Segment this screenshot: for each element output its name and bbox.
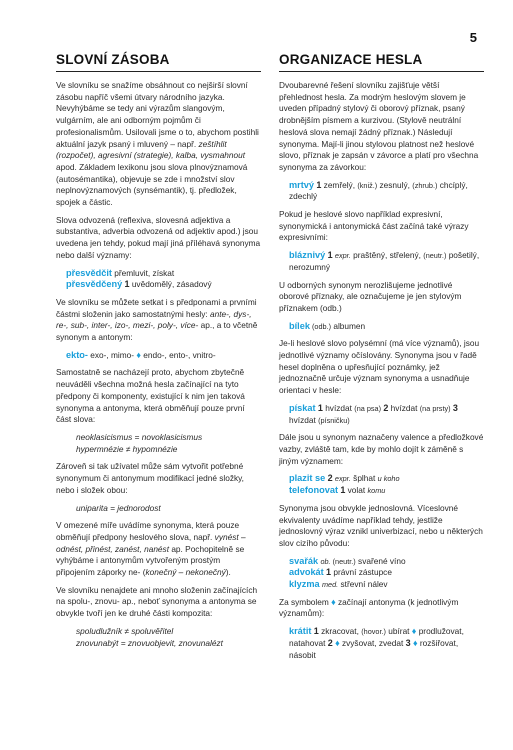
headword: přesvědčit [66,267,112,278]
headword: advokát [289,567,324,578]
paragraph: Slova odvozená (reflexiva, slovesná adjektiva a substantiva, adverbia odvozená od adjektiv apod.) jsou uvedena jen tehdy, pokud mají jiná příléhavá synonyma nebo další významy: [56,214,261,260]
example-line: přesvědčit přemluvit, získat [66,267,175,278]
headword: telefonovat [289,485,339,496]
diamond-icon: ♦ [412,637,418,648]
example-line: svařák ob. (neutr.) svařené víno [289,555,406,566]
formula-line: spoludlužník ≠ spoluvěřitel [76,625,174,636]
paragraph: Ve slovníku nenajdete ani mnoho složenin začínajících na spolu-, znovu- ap., neboť synonyma a antonyma se obvykle tvoří jen ke druhé části kompozita: [56,584,258,619]
paragraph: Pokud je heslové slovo například expresivní, synonymická i antonymická část začíná také výrazy expresivními: [279,209,469,243]
headword: přesvědčený [66,279,123,290]
paragraph: Dále jsou u synonym naznačeny valence a předložkové vazby, zvláště tam, kde by mohlo dojít k záměně s jiným významem: [279,432,484,466]
example-block [279,473,484,496]
diamond-icon: ♦ [411,626,417,637]
paragraph: Ve slovníku se můžete setkat i s předponami a prvními částmi složenin jako samostatnými hesly: ante-, dys-, re-, sub-, inter-, izo-, mezi-, poly-, více- ap., a to včetně synonym a antonym: [56,296,258,343]
example-line: pískat 1 hvízdat (na psa) 2 hvízdat (na prsty) 3 hvízdat (písničku) [289,402,458,425]
paragraph: Je-li heslové slovo polysémní (má více významů), jsou jednotlivé významy očíslovány. Synonyma jsou v řadě hesel doplněna o upřesňující poznámky, jež jednoznačně určuje význam synonyma a usnadňuje orientaci v hesle: [279,338,480,396]
example-line: plazit se 2 expr. šplhat u koho [289,473,400,484]
section-heading: ORGANIZACE HESLA [279,52,484,72]
example-block [279,626,484,661]
diamond-icon: ♦ [335,637,340,648]
formula-block [56,432,261,455]
paragraph: V omezené míře uvádíme synonyma, která pouze obměňují předpony heslového slova, např. vynést – odnést, přinést, zanést, nanést ap. Pochopitelně se vyhýbáme i antonymům vytvořeným prostým připojením záporky ne- (konečný – nekonečný). [56,520,246,578]
page-number: 5 [469,30,477,45]
formula-line: neoklasicismus = novoklasicismus [76,431,203,442]
example-line: bílek (odb.) albumen [289,320,366,331]
paragraph: Ve slovníku se snažíme obsáhnout co nejširší slovní zásobu napříč všemi útvary národního jazyka. Nevyhýbáme se tedy ani výrazům slangovým, vulgárním, ale ani odborným pojmům či profesionalismům. Usilovali jsme o to, abychom postihli aktuální jazyk psaný i mluvený – např. zeštíhlit (rozpočet), agresivní (strategie), kalba, vysmahnout apod. Základem lexikonu jsou slova plnovýznamová (autosémantika), objevuje se zde i množství slov neplnovýznamových (synsémantik), tj. předložek, spojek a částic. [56,80,259,208]
formula-block [56,503,261,515]
right-column [279,52,484,667]
example-line: telefonovat 1 volat komu [289,485,386,496]
headword: mrtvý [289,179,315,190]
paragraph: Synonyma jsou obvykle jednoslovná. Víceslovné ekvivalenty uvádíme například tehdy, jestliže jednoslovný výraz vznikl univerbizací, nebo u některých slov cizího původu: [279,502,483,548]
headword: bláznivý [289,250,326,261]
example-block [56,350,261,362]
paragraph: Samostatně se nacházejí proto, abychom zbytečně neuváděli všechna možná hesla začínající na tyto předpony či komponenty, existující k nim jen taková synonyma a antonyma, která obměňují pouze první část slova: [56,367,245,425]
example-block [279,250,484,273]
headword: klyzma [289,579,320,590]
headword: bílek [289,320,310,331]
example-line: ekto- exo-, mimo- ♦ endo-, ento-, vnitro- [66,349,216,360]
paragraph: Zároveň si tak užívatel může sám vytvořit potřebné synonymum či antonymum modifikací jedné složky, nebo i složek obou: [56,461,244,495]
example-line: mrtvý 1 zemřelý, (kniž.) zesnulý, (zhrub.) chcíplý, zdechlý [289,179,468,202]
example-line: klyzma med. střevní nálev [289,579,388,590]
left-column [56,52,261,655]
example-line: přesvědčený 1 uvědomělý, zásadový [66,279,212,290]
example-block [56,268,261,291]
formula-line: znovunabýt = znovuobjevit, znovunalézt [76,637,223,648]
example-line: advokát 1 právní zástupce [289,567,392,578]
paragraph: Za symbolem ♦ začínají antonyma (k jednotlivým významům): [279,596,459,619]
headword: svařák [289,555,319,566]
headword: plazit se [289,473,326,484]
example-line: bláznivý 1 expr. praštěný, střelený, (neutr.) pošetilý, nerozumný [289,250,480,272]
example-line: krátit 1 zkracovat, (hovor.) ubírat ♦ prodlužovat, natahovat 2 ♦ zvyšovat, zvedat 3 ♦ rozšiřovat, násobit [289,626,464,660]
example-block [279,180,484,203]
formula-block [56,626,261,649]
section-heading: SLOVNÍ ZÁSOBA [56,52,261,72]
paragraph: U odborných synonym nerozlišujeme jednotlivé oborové příznaky, ale označujeme je jen stylovým příznakem (odb.) [279,279,462,313]
formula-line: uniparita = jednorodost [76,502,161,513]
example-block [279,321,484,333]
diamond-icon: ♦ [331,596,336,607]
formula-line: hypermnézie ≠ hypomnézie [76,443,178,454]
example-block [279,556,484,591]
headword: pískat [289,402,316,413]
paragraph: Dvoubarevné řešení slovníku zajišťuje větší přehlednost hesla. Za modrým heslovým slovem je uveden případný stylový či oborový příznak, psaný drobnějším písmem a kurzivou. (Stylově neutrální heslová slova nemají žádný příznak.) Následují synonyma. Mají-li jinou stylovou platnost než heslové slovo, příznak je zapsán v závorce a platí pro všechna synonyma za závorkou: [279,80,479,172]
diamond-icon: ♦ [136,349,141,360]
example-block [279,403,484,426]
headword: krátit [289,626,312,637]
headword: ekto- [66,349,88,360]
